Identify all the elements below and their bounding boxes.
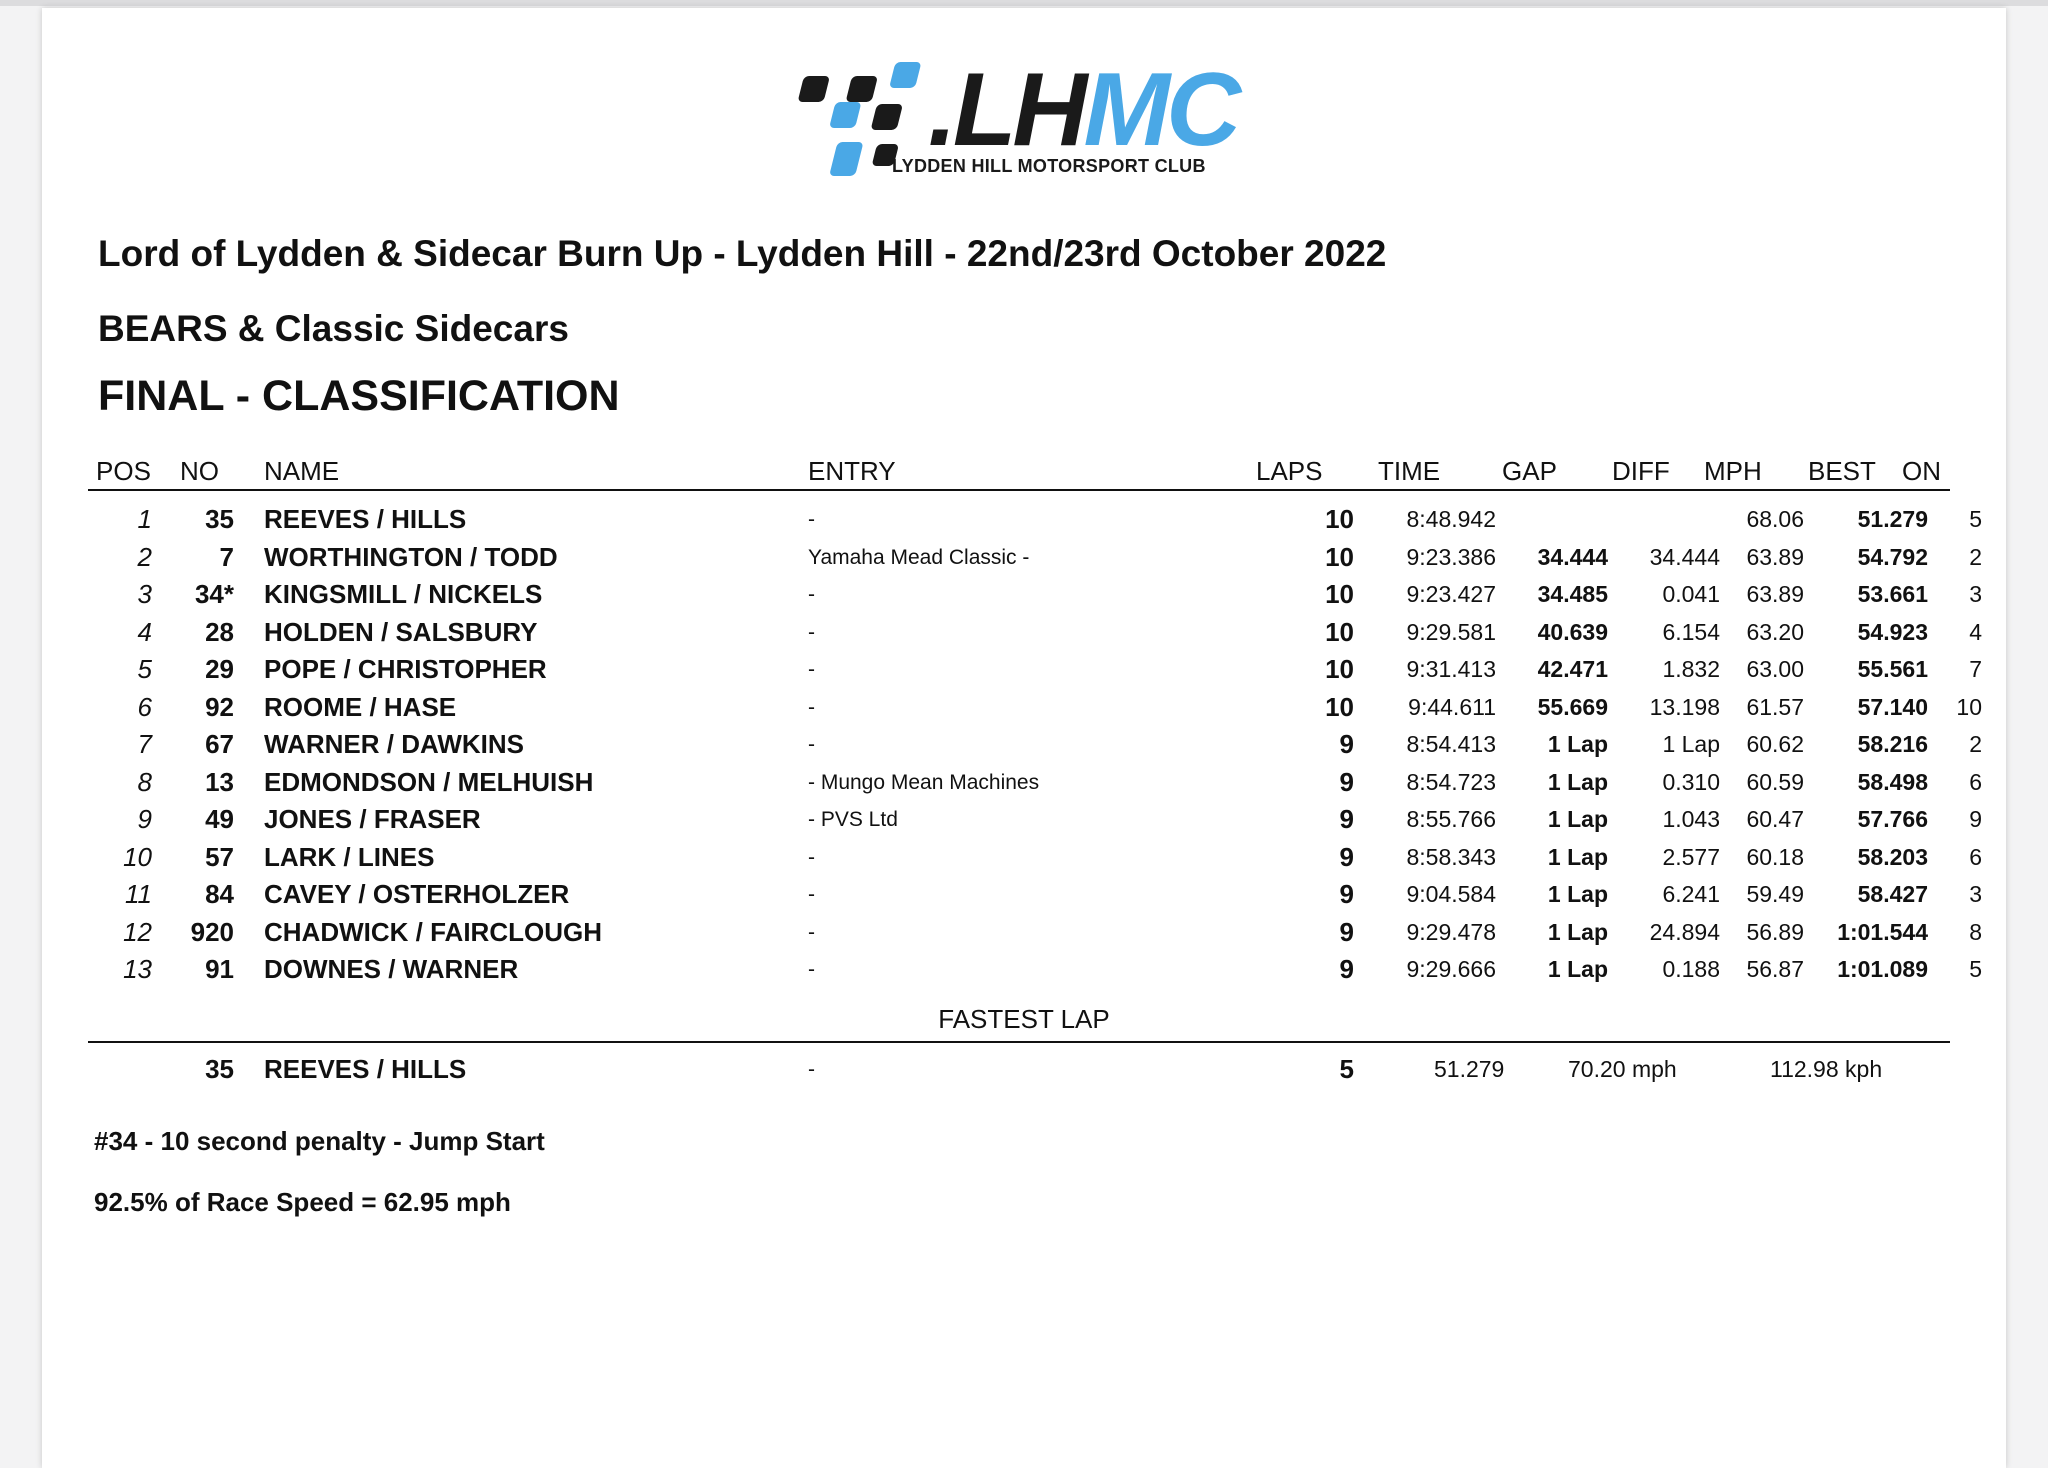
cell-on: 9 [1969,806,1982,832]
cell-entry: - [808,733,815,756]
col-entry-header: ENTRY [808,456,896,486]
cell-mph: 60.59 [1746,768,1804,795]
cell-entry: - [808,845,815,869]
cell-laps: 10 [1325,504,1354,534]
cell-time: 9:44.611 [1408,693,1496,720]
cell-diff: 34.444 [1649,543,1720,570]
race-speed-note: 92.5% of Race Speed = 62.95 mph [94,1187,511,1217]
cell-mph: 59.49 [1746,881,1804,907]
cell-best: 53.661 [1857,581,1928,607]
table-row [42,914,2006,951]
col-name-header: NAME [264,456,340,486]
cell-laps: 9 [1339,729,1354,759]
col-laps-header: LAPS [1256,456,1323,486]
penalty-note: #34 - 10 second penalty - Jump Start [94,1126,545,1156]
cell-diff: 0.310 [1662,768,1720,795]
cell-name: CAVEY / OSTERHOLZER [264,879,570,909]
cell-time: 9:29.666 [1406,956,1496,982]
table-row [42,501,2006,538]
class-title: BEARS & Classic Sidecars [98,308,569,349]
cell-diff: 1.832 [1662,656,1720,682]
cell-entry: - [808,508,815,531]
viewer-top-bar [0,0,2048,6]
table-row [42,539,2006,576]
cell-time: 8:58.343 [1406,843,1496,870]
cell-pos: 10 [123,841,152,872]
cell-diff: 24.894 [1649,918,1720,945]
cell-pos: 1 [137,504,152,534]
cell-gap: 1 Lap [1547,956,1608,982]
cell-best: 57.140 [1857,693,1928,720]
cell-time: 9:29.581 [1406,618,1496,645]
cell-gap: 1 Lap [1547,768,1608,795]
cell-mph: 63.20 [1746,618,1804,645]
results-page [42,8,2006,1468]
cell-name: REEVES / HILLS [264,504,467,534]
cell-mph: 61.57 [1746,693,1804,720]
cell-no: 57 [205,841,234,872]
cell-time: 8:54.413 [1406,731,1496,757]
cell-name: WORTHINGTON / TODD [264,541,558,572]
cell-on: 2 [1969,543,1982,570]
cell-no: 34* [194,579,234,609]
cell-best: 54.923 [1857,618,1928,645]
table-row [42,764,2006,801]
cell-entry: - [808,920,815,944]
cell-name: HOLDEN / SALSBURY [264,616,538,647]
fastest-lap-no: 35 [205,1054,234,1084]
col-pos-header: POS [96,456,151,486]
cell-best: 1:01.544 [1837,918,1928,945]
col-on-header: ON [1902,456,1941,486]
cell-name: LARK / LINES [264,841,435,872]
cell-no: 92 [205,691,234,722]
cell-gap: 1 Lap [1547,881,1608,907]
cell-mph: 68.06 [1746,506,1804,532]
cell-best: 51.279 [1857,506,1928,532]
cell-laps: 9 [1339,841,1354,872]
cell-gap: 40.639 [1537,618,1608,645]
cell-laps: 9 [1339,954,1354,984]
cell-pos: 2 [137,541,152,572]
cell-pos: 6 [137,691,152,722]
fastest-lap-entry: - [808,1058,815,1081]
table-row [42,614,2006,651]
table-row [42,651,2006,688]
cell-time: 8:54.723 [1406,768,1496,795]
logo-subtitle: LYDDEN HILL MOTORSPORT CLUB [892,156,1206,176]
cell-pos: 9 [137,804,152,834]
cell-diff: 1.043 [1662,806,1720,832]
cell-time: 9:31.413 [1406,656,1496,682]
cell-best: 55.561 [1857,656,1928,682]
cell-time: 9:23.427 [1406,581,1496,607]
cell-best: 58.216 [1857,731,1928,757]
header-rule [88,489,1950,491]
cell-mph: 60.62 [1746,731,1804,757]
cell-laps: 9 [1339,916,1354,947]
cell-best: 58.498 [1857,768,1928,795]
cell-no: 29 [205,654,234,684]
cell-no: 920 [190,916,234,947]
col-time-header: TIME [1378,456,1441,486]
fastest-lap-name: REEVES / HILLS [264,1054,467,1084]
cell-laps: 9 [1339,766,1354,797]
cell-no: 7 [219,541,234,572]
cell-no: 49 [205,804,234,834]
cell-mph: 63.00 [1746,656,1804,682]
cell-pos: 7 [137,729,152,759]
fastest-lap-rule [88,1041,1950,1043]
cell-diff: 13.198 [1649,693,1720,720]
event-title: Lord of Lydden & Sidecar Burn Up - Lydden Hill - 22nd/23rd October 2022 [98,233,1387,274]
cell-name: WARNER / DAWKINS [264,729,524,759]
cell-mph: 56.87 [1746,956,1804,982]
cell-time: 9:23.386 [1406,543,1496,570]
col-no-header: NO [180,456,219,486]
cell-on: 4 [1969,618,1982,645]
cell-gap: 34.485 [1537,581,1608,607]
cell-name: EDMONDSON / MELHUISH [264,766,594,797]
cell-entry: Yamaha Mead Classic - [808,545,1030,569]
cell-entry: - PVS Ltd [808,808,898,831]
cell-laps: 9 [1339,804,1354,834]
cell-gap: 1 Lap [1547,843,1608,870]
cell-mph: 63.89 [1746,581,1804,607]
cell-laps: 9 [1339,879,1354,909]
cell-time: 9:29.478 [1406,918,1496,945]
cell-name: ROOME / HASE [264,691,457,722]
cell-diff: 6.241 [1662,881,1720,907]
cell-laps: 10 [1325,654,1354,684]
table-row [42,726,2006,763]
cell-entry: - [808,958,815,981]
cell-mph: 60.47 [1746,806,1804,832]
cell-no: 84 [205,879,234,909]
cell-name: POPE / CHRISTOPHER [264,654,547,684]
cell-gap: 1 Lap [1547,731,1608,757]
table-row [42,689,2006,726]
table-header [42,453,2006,490]
col-gap-header: GAP [1502,456,1557,486]
cell-gap: 55.669 [1537,693,1608,720]
fastest-lap-title: FASTEST LAP [938,1004,1110,1034]
cell-pos: 8 [137,766,152,797]
lhmc-logo [788,52,1248,182]
table-row [42,839,2006,876]
cell-best: 1:01.089 [1837,956,1928,982]
table-row [42,576,2006,613]
cell-time: 8:48.942 [1406,506,1496,532]
cell-no: 28 [205,616,234,647]
fastest-lap-kph: 112.98 kph [1770,1056,1883,1082]
col-best-header: BEST [1808,456,1876,486]
cell-best: 58.203 [1857,843,1928,870]
cell-no: 91 [205,954,234,984]
session-title: FINAL - CLASSIFICATION [98,372,620,420]
cell-no: 13 [205,766,234,797]
cell-gap: 42.471 [1537,656,1608,682]
cell-diff: 2.577 [1662,843,1720,870]
cell-entry: - Mungo Mean Machines [808,770,1040,794]
fastest-lap-time: 51.279 [1434,1056,1505,1082]
logo-wordmark: .LHMC [928,52,1238,168]
cell-on: 6 [1969,843,1982,870]
cell-time: 8:55.766 [1406,806,1496,832]
col-mph-header: MPH [1704,456,1762,486]
cell-laps: 10 [1325,691,1354,722]
cell-pos: 11 [125,879,152,909]
table-row [42,801,2006,838]
cell-name: KINGSMILL / NICKELS [264,579,543,609]
cell-on: 3 [1969,881,1982,907]
fastest-lap-row [42,1051,2006,1088]
cell-entry: - [808,620,815,644]
cell-diff: 0.188 [1662,956,1720,982]
cell-diff: 1 Lap [1662,731,1720,757]
cell-laps: 10 [1325,541,1354,572]
cell-best: 57.766 [1857,806,1928,832]
table-row [42,876,2006,913]
cell-entry: - [808,883,815,906]
col-diff-header: DIFF [1612,456,1670,486]
cell-on: 10 [1956,693,1982,720]
cell-on: 3 [1969,581,1982,607]
fastest-lap-mph: 70.20 mph [1568,1056,1677,1082]
cell-on: 7 [1969,656,1982,682]
cell-best: 58.427 [1857,881,1928,907]
cell-pos: 13 [123,954,152,984]
cell-diff: 0.041 [1662,581,1720,607]
cell-on: 5 [1969,956,1982,982]
cell-on: 6 [1969,768,1982,795]
cell-gap: 1 Lap [1547,918,1608,945]
cell-mph: 63.89 [1746,543,1804,570]
cell-entry: - [808,658,815,681]
cell-on: 8 [1969,918,1982,945]
cell-no: 67 [205,729,234,759]
fastest-lap-lap: 5 [1339,1054,1354,1084]
cell-name: CHADWICK / FAIRCLOUGH [264,916,602,947]
cell-best: 54.792 [1857,543,1928,570]
cell-mph: 60.18 [1746,843,1804,870]
cell-on: 2 [1969,731,1982,757]
cell-name: JONES / FRASER [264,804,481,834]
cell-entry: - [808,583,815,606]
cell-gap: 1 Lap [1547,806,1608,832]
cell-pos: 12 [123,916,152,947]
table-row [42,951,2006,988]
cell-no: 35 [205,504,234,534]
cell-diff: 6.154 [1662,618,1720,645]
cell-name: DOWNES / WARNER [264,954,519,984]
cell-mph: 56.89 [1746,918,1804,945]
cell-pos: 4 [137,616,152,647]
cell-pos: 5 [137,654,152,684]
cell-entry: - [808,695,815,719]
cell-time: 9:04.584 [1406,881,1496,907]
cell-on: 5 [1969,506,1982,532]
cell-pos: 3 [137,579,152,609]
cell-laps: 10 [1325,616,1354,647]
cell-laps: 10 [1325,579,1354,609]
cell-gap: 34.444 [1537,543,1608,570]
